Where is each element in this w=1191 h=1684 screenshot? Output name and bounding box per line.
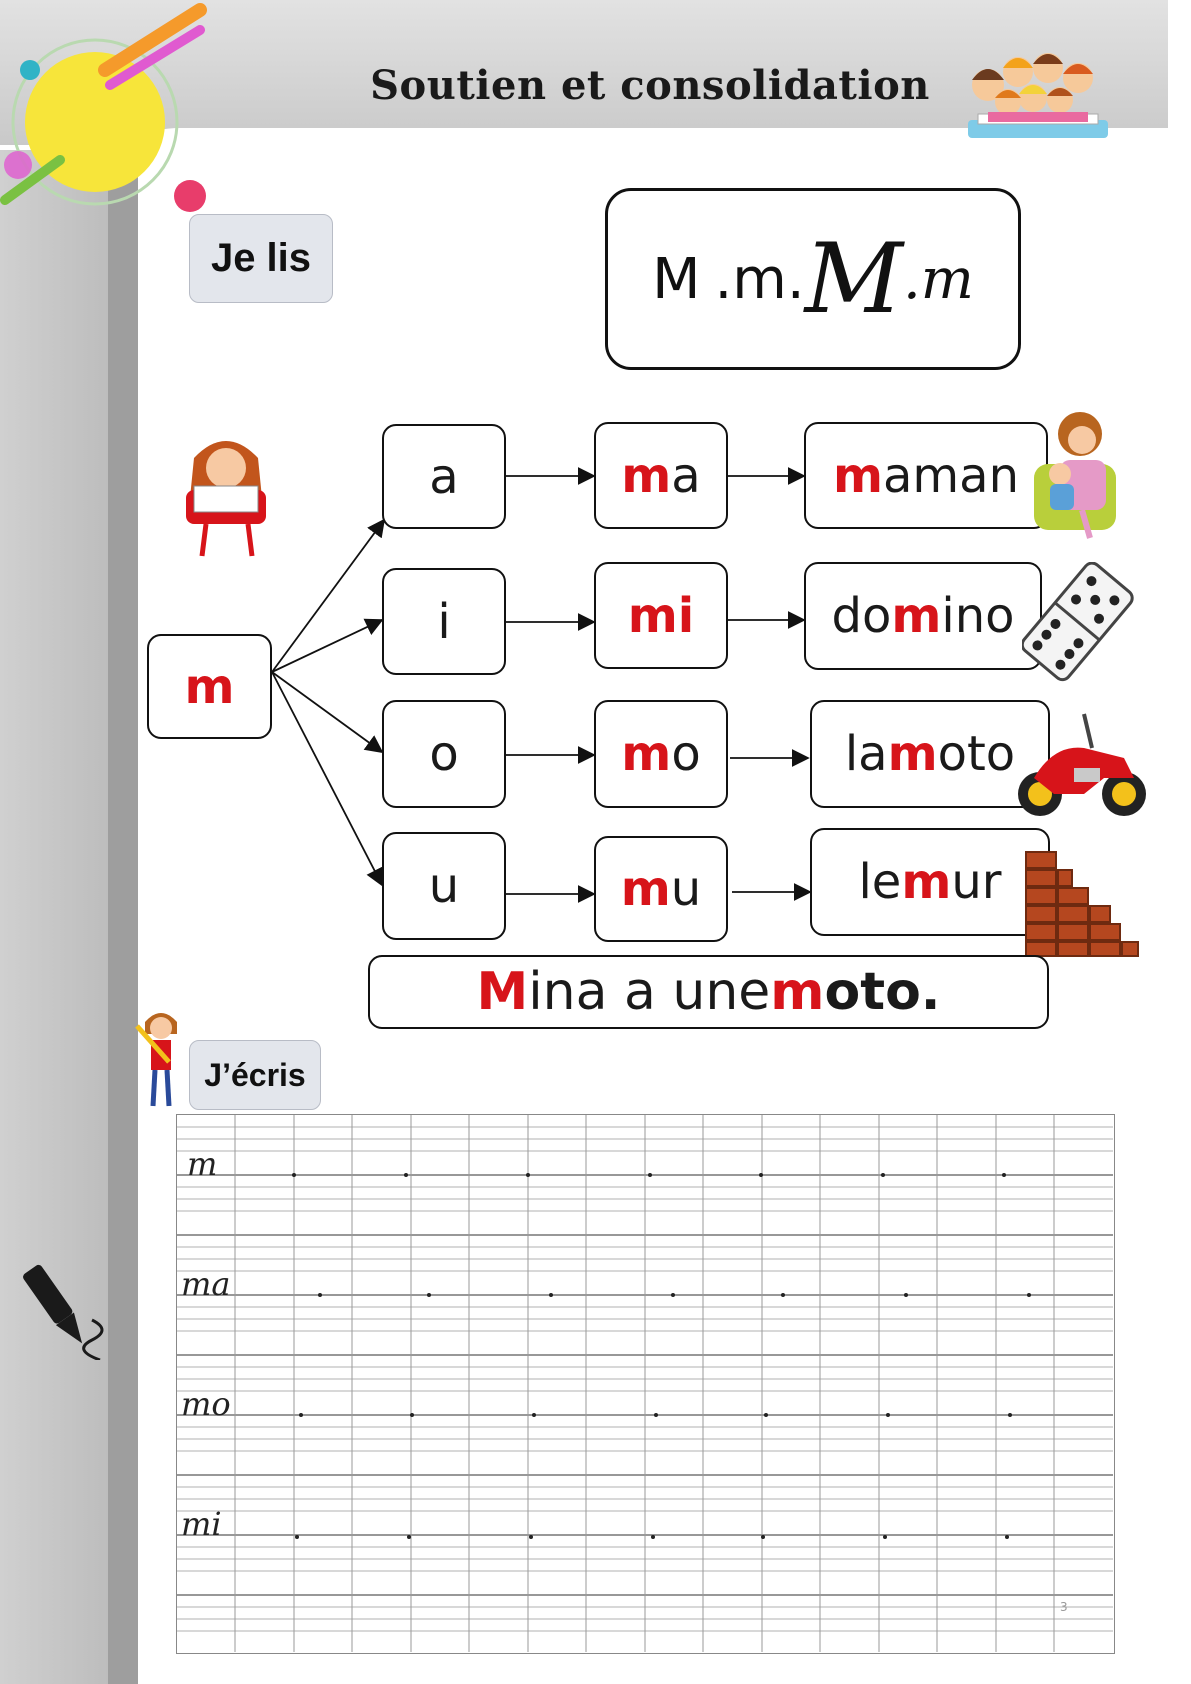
arrow-m-to-a	[272, 520, 384, 672]
guide-dot	[427, 1293, 431, 1297]
arrow-m-to-u	[272, 672, 382, 885]
guide-dot	[651, 1535, 655, 1539]
guide-dot	[671, 1293, 675, 1297]
guide-dot	[549, 1293, 553, 1297]
arrow-m-to-o	[272, 672, 382, 752]
guide-dot	[761, 1535, 765, 1539]
syllable-mu-rest: u	[670, 861, 702, 917]
syllable-mo-highlight: m	[621, 726, 672, 782]
syllable-box-mo	[594, 700, 728, 808]
guide-dot	[1005, 1535, 1009, 1539]
sentence-part-1: ina a une	[528, 962, 771, 1022]
guide-dot	[532, 1413, 536, 1417]
writing-row-label-m: m	[187, 1145, 218, 1183]
word-mur-prefix: le	[858, 854, 902, 910]
word-moto-highlight: m	[887, 726, 938, 782]
syllable-ma-highlight: m	[621, 447, 672, 504]
word-mur-highlight: m	[901, 854, 952, 910]
guide-dot	[529, 1535, 533, 1539]
left-rail-dark	[108, 150, 138, 1684]
vowel-o: o	[429, 726, 459, 782]
guide-dot	[407, 1535, 411, 1539]
guide-dot	[292, 1173, 296, 1177]
guide-dot	[764, 1413, 768, 1417]
script-upper-m: M	[804, 223, 903, 335]
girl-reading-icon	[176, 428, 276, 558]
guide-dot	[883, 1535, 887, 1539]
guide-dot	[1008, 1413, 1012, 1417]
guide-dot	[759, 1173, 763, 1177]
guide-dot	[526, 1173, 530, 1177]
word-maman-suffix: aman	[883, 447, 1020, 504]
guide-dot	[299, 1413, 303, 1417]
word-domino-suffix: ino	[941, 588, 1015, 644]
vowel-box-i	[382, 568, 506, 675]
page-title: Soutien et consolidation	[370, 62, 930, 109]
arrow-m-to-i	[272, 620, 382, 672]
guide-dot	[648, 1173, 652, 1177]
letter-forms-box	[605, 188, 1021, 370]
syllable-box-mu	[594, 836, 728, 942]
fountain-pen-icon	[20, 1260, 120, 1360]
mother-child-icon	[1030, 404, 1120, 540]
writing-grid	[176, 1114, 1115, 1654]
word-box-domino	[804, 562, 1042, 670]
sentence-box	[368, 955, 1049, 1029]
page-number: 3	[1060, 1600, 1068, 1614]
word-box-maman	[804, 422, 1048, 529]
guide-dot	[654, 1413, 658, 1417]
guide-dot	[904, 1293, 908, 1297]
sun-decoration-icon	[0, 0, 220, 220]
guide-dot	[881, 1173, 885, 1177]
word-maman-highlight: m	[832, 447, 883, 504]
syllable-box-ma	[594, 422, 728, 529]
syllable-mu-highlight: m	[620, 861, 671, 917]
vowel-i: i	[437, 593, 451, 650]
syllable-mo-rest: o	[671, 726, 701, 782]
vowel-box-o	[382, 700, 506, 808]
vowel-a: a	[429, 448, 459, 505]
source-letter-box	[147, 634, 272, 739]
children-reading-icon	[948, 40, 1128, 145]
guide-dot	[295, 1535, 299, 1539]
script-lower-m: .m	[902, 246, 974, 312]
guide-dot	[318, 1293, 322, 1297]
sentence-highlight-1: M	[476, 962, 529, 1022]
print-upper-m: M	[652, 246, 701, 312]
sentence-highlight-2: m	[770, 962, 825, 1022]
source-letter: m	[184, 658, 235, 715]
guide-dot	[1002, 1173, 1006, 1177]
guide-dot	[781, 1293, 785, 1297]
girl-writing-icon	[133, 1006, 189, 1108]
writing-row-label-mi: mi	[181, 1505, 222, 1543]
vowel-box-u	[382, 832, 506, 940]
guide-dot	[404, 1173, 408, 1177]
guide-dot	[1027, 1293, 1031, 1297]
guide-dot	[410, 1413, 414, 1417]
syllable-ma-rest: a	[671, 447, 701, 504]
word-domino-highlight: m	[891, 588, 942, 644]
grid-lines	[177, 1115, 1113, 1652]
syllable-box-mi	[594, 562, 728, 669]
print-lower-m: .m.	[714, 246, 805, 312]
word-moto-suffix: oto	[937, 726, 1016, 782]
guide-dot	[886, 1413, 890, 1417]
vowel-u: u	[428, 858, 460, 914]
motorcycle-icon	[1014, 708, 1150, 820]
word-mur-suffix: ur	[951, 854, 1002, 910]
writing-row-label-mo: mo	[181, 1385, 231, 1423]
left-rail	[0, 150, 108, 1684]
sentence-part-2: oto.	[824, 962, 941, 1022]
writing-row-label-ma: ma	[181, 1265, 231, 1303]
syllable-mi-highlight: mi	[627, 587, 695, 644]
word-moto-prefix: la	[844, 726, 888, 782]
write-section-label: J’écris	[189, 1040, 321, 1110]
brick-wall-icon	[1022, 848, 1142, 960]
read-section-label: Je lis	[189, 214, 333, 303]
vowel-box-a	[382, 424, 506, 529]
domino-icon	[1022, 562, 1134, 682]
word-box-mur	[810, 828, 1050, 936]
word-domino-prefix: do	[831, 588, 892, 644]
